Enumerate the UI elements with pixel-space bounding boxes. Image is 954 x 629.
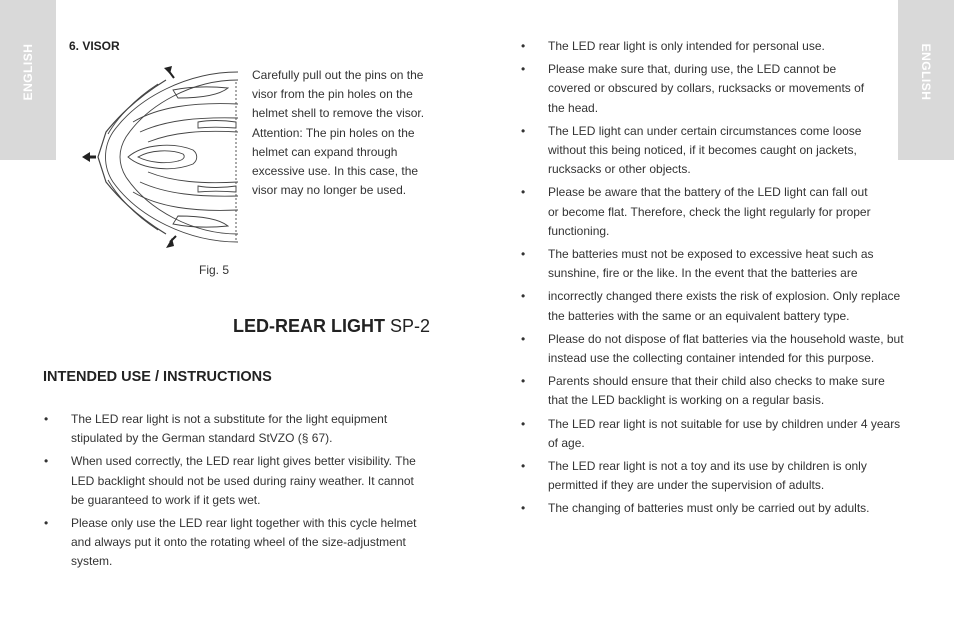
visor-line: Carefully pull out the pins on the	[252, 68, 424, 82]
list-item	[520, 330, 915, 368]
list-item-line: the batteries with the same or an equivalent battery type.	[548, 308, 850, 323]
list-item-line: • When used correctly, the LED rear light gives better visibility. The	[71, 454, 416, 469]
list-item-line: • The LED rear light is not a toy and its use by children is only	[548, 459, 867, 474]
list-item	[520, 245, 915, 283]
list-item-line: • Please do not dispose of flat batteries via the household waste, but	[548, 331, 904, 346]
list-item	[520, 37, 915, 56]
list-item-line: sunshine, fire or the like. In the event that the batteries are	[548, 266, 858, 281]
visor-heading: 6. VISOR	[69, 39, 120, 53]
visor-line: helmet shell to remove the visor.	[252, 106, 425, 121]
list-item-line: and always put it onto the rotating wheel of the size-adjustment	[71, 535, 406, 550]
list-item-line: • The changing of batteries must only be carried out by adults.	[548, 501, 870, 516]
list-item-line: the head.	[548, 100, 599, 115]
list-item-line: • The batteries must not be exposed to excessive heat such as	[548, 247, 874, 262]
list-item-line: system.	[71, 554, 113, 569]
list-item	[520, 372, 915, 410]
list-item-line: permitted if they are under the supervision of adults.	[548, 478, 825, 493]
right-bullet-list	[520, 37, 915, 523]
product-title-bold: LED-REAR LIGHT	[233, 316, 385, 336]
list-item-line: LED backlight should not be used during rainy weather. It cannot	[71, 473, 414, 488]
list-item	[43, 452, 433, 510]
visor-line: excessive use. In this case, the	[252, 164, 419, 179]
list-item-line: • incorrectly changed there exists the risk of explosion. Only replace	[548, 289, 901, 304]
list-item-line: stipulated by the German standard StVZO (§ 67).	[71, 431, 333, 446]
left-bullet-list	[43, 410, 433, 576]
list-item-line: of age.	[548, 435, 585, 450]
product-title	[233, 316, 430, 337]
section-heading: INTENDED USE / INSTRUCTIONS	[43, 369, 272, 385]
list-item-line: • Please make sure that, during use, the LED cannot be	[548, 62, 837, 77]
list-item-line: that the LED backlight is working on a regular basis.	[548, 393, 825, 408]
list-item	[520, 122, 915, 180]
list-item-line: • The LED rear light is only intended for personal use.	[548, 39, 825, 53]
language-tab-label: ENGLISH	[919, 43, 933, 101]
product-title-model: SP-2	[385, 316, 431, 336]
list-item-line: rucksacks or other objects.	[548, 162, 691, 177]
list-item-line: • Please be aware that the battery of the LED light can fall out	[548, 185, 868, 200]
list-item-line: instead use the collecting container intended for this purpose.	[548, 351, 875, 366]
language-tab-label: ENGLISH	[21, 43, 35, 101]
list-item-line: • Parents should ensure that their child also checks to make sure	[548, 374, 885, 389]
list-item	[520, 457, 915, 495]
list-item	[43, 410, 433, 448]
visor-line: visor from the pin holes on the	[252, 87, 413, 102]
list-item	[520, 415, 915, 453]
visor-line: Attention: The pin holes on the	[252, 125, 415, 140]
list-item-line: • The LED light can under certain circumstances come loose	[548, 123, 862, 138]
figure-caption: Fig. 5	[199, 263, 230, 277]
list-item-line: • Please only use the LED rear light together with this cycle helmet	[71, 516, 417, 531]
list-item	[520, 60, 915, 118]
list-item-line: without this being noticed, if it becomes caught on jackets,	[548, 143, 857, 158]
language-tab-left	[0, 0, 56, 160]
visor-line: visor may no longer be used.	[252, 183, 407, 198]
list-item-line: covered or obscured by collars, rucksacks or movements of	[548, 81, 865, 96]
helmet-visor-illustration	[78, 62, 240, 252]
visor-line: helmet can expand through	[252, 144, 398, 159]
visor-instructions	[252, 66, 442, 200]
list-item-line: or become flat. Therefore, check the light regularly for proper	[548, 204, 871, 219]
list-item-line: • The LED rear light is not a substitute for the light equipment	[71, 412, 388, 426]
list-item	[520, 499, 915, 518]
list-item	[520, 183, 915, 241]
list-item-line: • The LED rear light is not suitable for use by children under 4 years	[548, 416, 901, 431]
list-item-line: functioning.	[548, 223, 610, 238]
list-item-line: be guaranteed to work if it gets wet.	[71, 492, 261, 507]
list-item	[43, 514, 433, 572]
list-item	[520, 287, 915, 325]
